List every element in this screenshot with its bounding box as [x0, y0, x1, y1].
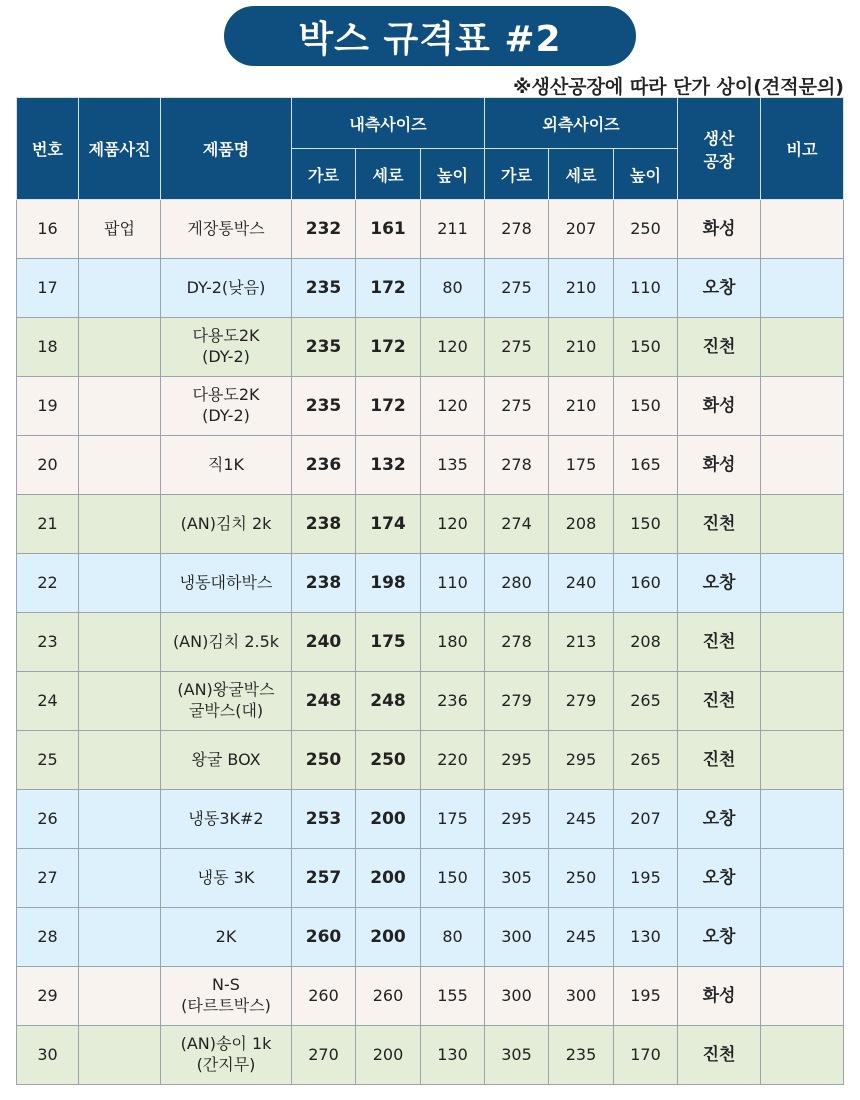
product-name-line1: (AN)김치 2k: [180, 513, 272, 533]
product-name-line2: 굴박스(대): [188, 701, 264, 720]
outer-depth: 245: [549, 908, 614, 967]
factory: 진천: [678, 495, 761, 554]
outer-depth: 208: [549, 495, 614, 554]
factory: 진천: [678, 613, 761, 672]
factory: 화성: [678, 967, 761, 1026]
inner-depth: 260: [356, 967, 421, 1026]
product-photo-cell: [79, 790, 161, 849]
table-row: [17, 554, 844, 613]
outer-height: 208: [614, 613, 678, 672]
outer-depth: 250: [549, 849, 614, 908]
product-name: [161, 259, 292, 318]
remarks: [761, 318, 844, 377]
product-name-line2: (DY-2): [202, 406, 250, 425]
product-name: [161, 790, 292, 849]
outer-height: 265: [614, 672, 678, 731]
remarks: [761, 672, 844, 731]
outer-width: 300: [485, 967, 549, 1026]
inner-width: 235: [292, 259, 356, 318]
outer-depth: 295: [549, 731, 614, 790]
product-name: [161, 613, 292, 672]
remarks: [761, 1026, 844, 1085]
inner-height: 80: [421, 259, 485, 318]
outer-width: 275: [485, 377, 549, 436]
remarks: [761, 790, 844, 849]
header-name: 제품명: [161, 98, 292, 200]
outer-height: 150: [614, 318, 678, 377]
factory: 진천: [678, 318, 761, 377]
inner-depth: 200: [356, 790, 421, 849]
product-name-line1: 왕굴 BOX: [191, 749, 261, 769]
factory: 오창: [678, 259, 761, 318]
outer-height: 195: [614, 967, 678, 1026]
box-spec-table: [16, 97, 844, 1085]
product-photo-cell: [79, 1026, 161, 1085]
table-row: [17, 318, 844, 377]
outer-width: 280: [485, 554, 549, 613]
product-name-line1: (AN)왕굴박스: [177, 680, 275, 700]
outer-width: 274: [485, 495, 549, 554]
product-photo-cell: [79, 908, 161, 967]
row-number: 24: [17, 672, 79, 731]
row-number: 25: [17, 731, 79, 790]
product-photo-cell: [79, 318, 161, 377]
table-row: [17, 967, 844, 1026]
product-name: [161, 967, 292, 1026]
product-photo-cell: [79, 849, 161, 908]
outer-depth: 300: [549, 967, 614, 1026]
inner-width: 260: [292, 908, 356, 967]
outer-width: 279: [485, 672, 549, 731]
header-no: 번호: [17, 98, 79, 200]
inner-depth: 200: [356, 908, 421, 967]
remarks: [761, 259, 844, 318]
outer-depth: 279: [549, 672, 614, 731]
outer-width: 278: [485, 613, 549, 672]
outer-width: 295: [485, 790, 549, 849]
header-outer-depth: 세로: [549, 149, 614, 200]
outer-height: 130: [614, 908, 678, 967]
product-name: [161, 1026, 292, 1085]
row-number: 29: [17, 967, 79, 1026]
product-name-line2: (타르트박스): [181, 996, 271, 1015]
header-factory-line1: 생산: [703, 128, 735, 148]
product-name-line1: 직1K: [207, 454, 245, 474]
outer-height: 170: [614, 1026, 678, 1085]
row-number: 28: [17, 908, 79, 967]
product-name-line1: 다용도2K: [192, 326, 260, 346]
header-photo: 제품사진: [79, 98, 161, 200]
outer-width: 305: [485, 849, 549, 908]
row-number: 23: [17, 613, 79, 672]
table-row: [17, 377, 844, 436]
table-row: [17, 731, 844, 790]
outer-height: 195: [614, 849, 678, 908]
header-inner-size: 내측사이즈: [292, 98, 485, 149]
product-name: [161, 495, 292, 554]
inner-depth: 172: [356, 259, 421, 318]
inner-height: 135: [421, 436, 485, 495]
inner-height: 110: [421, 554, 485, 613]
remarks: [761, 613, 844, 672]
inner-width: 235: [292, 377, 356, 436]
row-number: 27: [17, 849, 79, 908]
inner-width: 238: [292, 495, 356, 554]
product-name-line1: DY-2(낮음): [186, 277, 266, 297]
table-row: [17, 790, 844, 849]
outer-height: 150: [614, 377, 678, 436]
product-name-line1: 냉동 3K: [197, 867, 255, 887]
table-row: [17, 613, 844, 672]
product-photo-cell: [79, 495, 161, 554]
inner-height: 150: [421, 849, 485, 908]
product-name-line1: 냉동대하박스: [179, 572, 273, 592]
inner-height: 120: [421, 318, 485, 377]
row-number: 18: [17, 318, 79, 377]
product-name-line2: (간지무): [196, 1055, 256, 1074]
inner-depth: 161: [356, 200, 421, 259]
outer-depth: 210: [549, 259, 614, 318]
outer-depth: 245: [549, 790, 614, 849]
product-name: [161, 849, 292, 908]
product-photo-cell: [79, 377, 161, 436]
outer-depth: 210: [549, 377, 614, 436]
outer-depth: 213: [549, 613, 614, 672]
outer-height: 207: [614, 790, 678, 849]
outer-height: 150: [614, 495, 678, 554]
product-name: [161, 436, 292, 495]
product-name-line1: N-S: [212, 975, 240, 995]
inner-depth: 175: [356, 613, 421, 672]
remarks: [761, 554, 844, 613]
inner-height: 120: [421, 495, 485, 554]
product-photo-cell: [79, 613, 161, 672]
row-number: 19: [17, 377, 79, 436]
factory: 화성: [678, 200, 761, 259]
table-row: [17, 259, 844, 318]
inner-depth: 200: [356, 1026, 421, 1085]
page-title: 박스 규격표 #2: [224, 6, 636, 66]
row-number: 17: [17, 259, 79, 318]
price-note: ※생산공장에 따라 단가 상이(견적문의): [513, 76, 844, 98]
inner-height: 175: [421, 790, 485, 849]
row-number: 22: [17, 554, 79, 613]
remarks: [761, 849, 844, 908]
header-factory-line2: 공장: [703, 151, 735, 171]
outer-depth: 240: [549, 554, 614, 613]
product-name: [161, 908, 292, 967]
factory: 진천: [678, 672, 761, 731]
product-photo-cell: [79, 731, 161, 790]
remarks: [761, 967, 844, 1026]
header-remarks: 비고: [761, 98, 844, 200]
inner-width: 236: [292, 436, 356, 495]
inner-depth: 198: [356, 554, 421, 613]
remarks: [761, 731, 844, 790]
remarks: [761, 495, 844, 554]
row-number: 30: [17, 1026, 79, 1085]
inner-height: 220: [421, 731, 485, 790]
table-row: [17, 1026, 844, 1085]
factory: 진천: [678, 731, 761, 790]
header-outer-size: 외측사이즈: [485, 98, 678, 149]
inner-width: 253: [292, 790, 356, 849]
outer-depth: 175: [549, 436, 614, 495]
product-name: [161, 554, 292, 613]
inner-depth: 132: [356, 436, 421, 495]
outer-width: 275: [485, 318, 549, 377]
product-name: [161, 318, 292, 377]
product-name-line1: 다용도2K: [192, 385, 260, 405]
header-outer-height: 높이: [614, 149, 678, 200]
outer-width: 305: [485, 1026, 549, 1085]
factory: 진천: [678, 1026, 761, 1085]
table-row: [17, 672, 844, 731]
remarks: [761, 436, 844, 495]
row-number: 16: [17, 200, 79, 259]
product-name: [161, 200, 292, 259]
product-name: [161, 377, 292, 436]
header-factory: [678, 98, 761, 200]
inner-height: 155: [421, 967, 485, 1026]
factory: 오창: [678, 554, 761, 613]
inner-width: 248: [292, 672, 356, 731]
inner-width: 257: [292, 849, 356, 908]
outer-width: 278: [485, 200, 549, 259]
outer-height: 160: [614, 554, 678, 613]
header-outer-width: 가로: [485, 149, 549, 200]
outer-width: 300: [485, 908, 549, 967]
inner-width: 238: [292, 554, 356, 613]
product-name: [161, 672, 292, 731]
factory: 화성: [678, 377, 761, 436]
inner-depth: 172: [356, 377, 421, 436]
product-name-line1: 2K: [215, 926, 237, 946]
inner-width: 235: [292, 318, 356, 377]
outer-width: 295: [485, 731, 549, 790]
outer-height: 110: [614, 259, 678, 318]
inner-width: 260: [292, 967, 356, 1026]
row-number: 20: [17, 436, 79, 495]
outer-depth: 235: [549, 1026, 614, 1085]
product-photo-cell: 팝업: [79, 200, 161, 259]
outer-height: 265: [614, 731, 678, 790]
inner-height: 180: [421, 613, 485, 672]
outer-height: 165: [614, 436, 678, 495]
inner-height: 211: [421, 200, 485, 259]
remarks: [761, 200, 844, 259]
product-name: [161, 731, 292, 790]
inner-height: 120: [421, 377, 485, 436]
outer-depth: 210: [549, 318, 614, 377]
factory: 화성: [678, 436, 761, 495]
header-inner-height: 높이: [421, 149, 485, 200]
inner-height: 80: [421, 908, 485, 967]
table-row: [17, 436, 844, 495]
product-name-line1: 게장통박스: [187, 218, 265, 238]
inner-depth: 200: [356, 849, 421, 908]
inner-width: 232: [292, 200, 356, 259]
inner-width: 240: [292, 613, 356, 672]
factory: 오창: [678, 849, 761, 908]
inner-depth: 250: [356, 731, 421, 790]
product-name-line1: (AN)김치 2.5k: [172, 631, 280, 651]
table-row: [17, 200, 844, 259]
outer-height: 250: [614, 200, 678, 259]
product-photo-cell: [79, 436, 161, 495]
inner-width: 250: [292, 731, 356, 790]
inner-depth: 174: [356, 495, 421, 554]
row-number: 21: [17, 495, 79, 554]
remarks: [761, 908, 844, 967]
product-photo-cell: [79, 672, 161, 731]
outer-depth: 207: [549, 200, 614, 259]
inner-height: 236: [421, 672, 485, 731]
product-photo-cell: [79, 967, 161, 1026]
remarks: [761, 377, 844, 436]
inner-depth: 248: [356, 672, 421, 731]
factory: 오창: [678, 790, 761, 849]
table-row: [17, 849, 844, 908]
product-name-line2: (DY-2): [202, 347, 250, 366]
factory: 오창: [678, 908, 761, 967]
table-row: [17, 908, 844, 967]
header-inner-width: 가로: [292, 149, 356, 200]
table-row: [17, 495, 844, 554]
product-name-line1: (AN)송이 1k: [180, 1034, 272, 1054]
outer-width: 275: [485, 259, 549, 318]
product-name-line1: 냉동3K#2: [188, 808, 264, 828]
outer-width: 278: [485, 436, 549, 495]
product-photo-cell: [79, 259, 161, 318]
product-photo-cell: [79, 554, 161, 613]
inner-width: 270: [292, 1026, 356, 1085]
inner-height: 130: [421, 1026, 485, 1085]
header-inner-depth: 세로: [356, 149, 421, 200]
inner-depth: 172: [356, 318, 421, 377]
row-number: 26: [17, 790, 79, 849]
